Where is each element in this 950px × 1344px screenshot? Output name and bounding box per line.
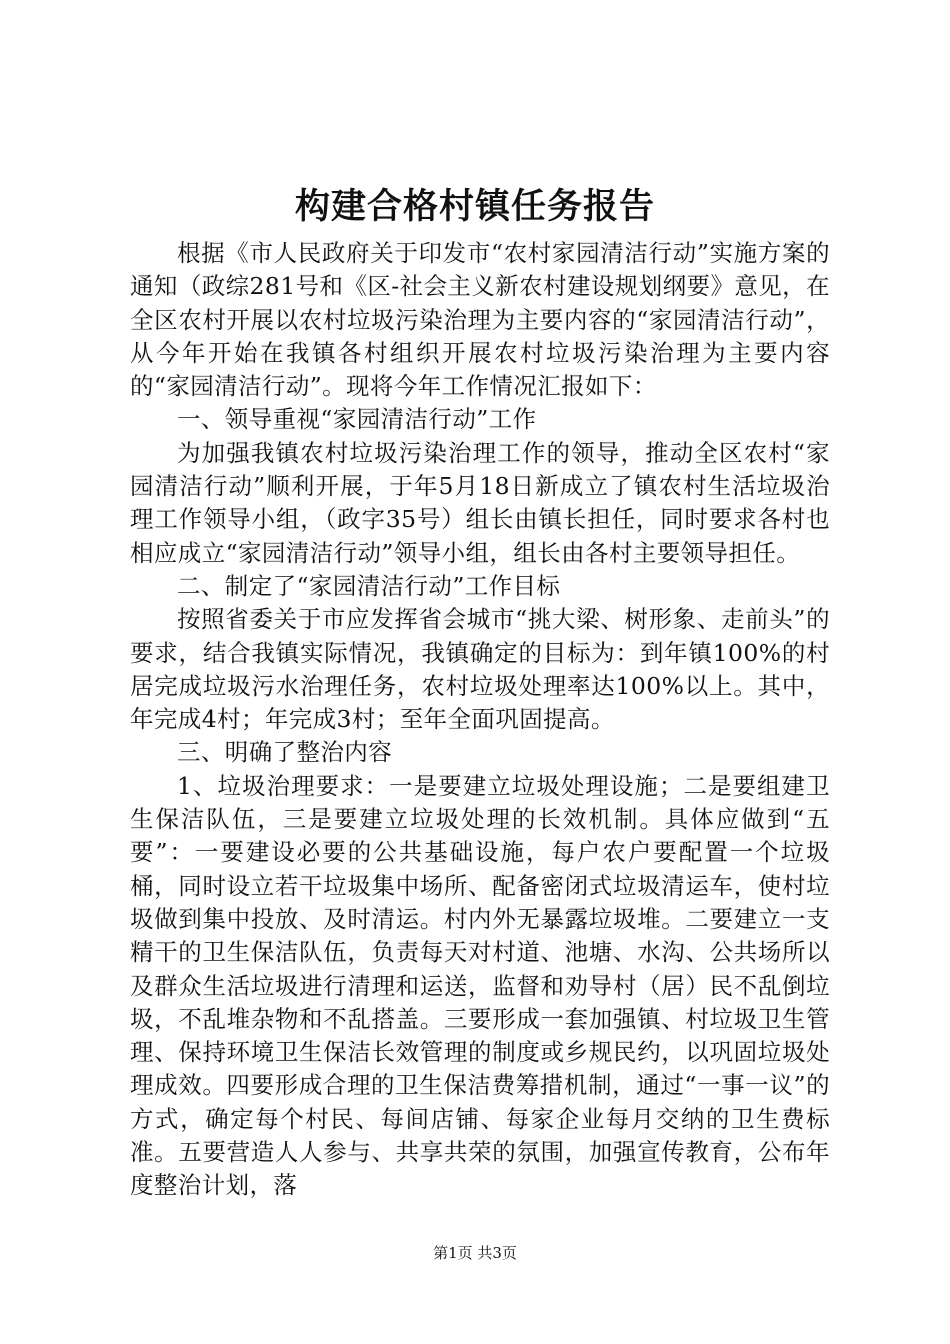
section-heading-1: 一、领导重视“家园清洁行动”工作 bbox=[177, 405, 537, 434]
paragraph-section-1: 为加强我镇农村垃圾污染治理工作的领导，推动全区农村“家园清洁行动”顺利开展，于年5月18日新成立了镇农村生活垃圾治理工作领导小组，（政字35号）组长由镇长担任，同时要求各村也相应成立“家园清洁行动”领导小组，组长由各村主要领导担任。 bbox=[130, 438, 830, 567]
document-body bbox=[130, 237, 830, 1203]
section-heading-3: 三、明确了整治内容 bbox=[177, 738, 393, 767]
paragraph-section-3: 1、垃圾治理要求：一是要建立垃圾处理设施；二是要组建卫生保洁队伍，三是要建立垃圾处理的长效机制。具体应做到“五要”：一要建设必要的公共基础设施，每户农户要配置一个垃圾桶，同时设立若干垃圾集中场所、配备密闭式垃圾清运车，使村垃圾做到集中投放、及时清运。村内外无暴露垃圾堆。二要建立一支精干的卫生保洁队伍，负责每天对村道、池塘、水沟、公共场所以及群众生活垃圾进行清理和运送，监督和劝导村（居）民不乱倒垃圾，不乱堆杂物和不乱搭盖。三要形成一套加强镇、村垃圾卫生管理、保持环境卫生保洁长效管理的制度或乡规民约，以巩固垃圾处理成效。四要形成合理的卫生保洁费筹措机制，通过“一事一议”的方式，确定每个村民、每间店铺、每家企业每月交纳的卫生费标准。五要营造人人参与、共享共荣的氛围，加强宣传教育，公布年度整治计划，落 bbox=[130, 771, 830, 1200]
page-number-footer: 第1页 共3页 bbox=[433, 1244, 517, 1262]
section-heading-2: 二、制定了“家园清洁行动”工作目标 bbox=[177, 571, 561, 600]
paragraph-section-2: 按照省委关于市应发挥省会城市“挑大梁、树形象、走前头”的要求，结合我镇实际情况，我镇确定的目标为：到年镇100%的村居完成垃圾污水治理任务，农村垃圾处理率达100%以上。其中，年完成4村；年完成3村；至年全面巩固提高。 bbox=[130, 605, 830, 734]
paragraph-intro: 根据《市人民政府关于印发市“农村家园清洁行动”实施方案的通知（政综281号和《区-社会主义新农村建设规划纲要》意见，在全区农村开展以农村垃圾污染治理为主要内容的“家园清洁行动”，从今年开始在我镇各村组织开展农村垃圾污染治理为主要内容的“家园清洁行动”。现将今年工作情况汇报如下： bbox=[130, 239, 830, 401]
document-title: 构建合格村镇任务报告 bbox=[294, 187, 655, 227]
